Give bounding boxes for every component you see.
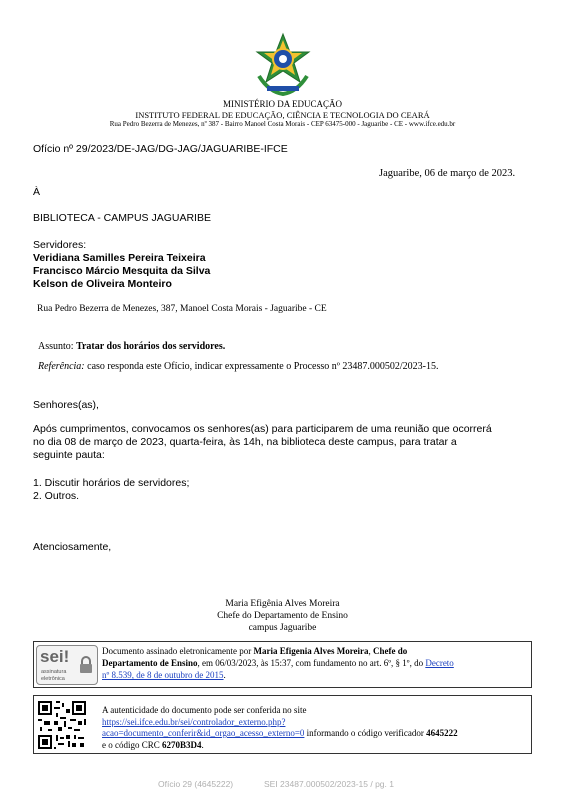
agenda-item: 2. Outros. bbox=[33, 490, 80, 502]
subject-text: Tratar dos horários dos servidores. bbox=[76, 341, 226, 352]
verification-box bbox=[33, 695, 532, 754]
verification-link[interactable]: acao=documento_conferir&id_orgao_acesso_externo=0 bbox=[102, 728, 305, 738]
footer-document-id: Ofício 29 (4645222) bbox=[158, 779, 234, 789]
sei-signature-logo bbox=[36, 645, 98, 685]
lock-icon bbox=[79, 656, 93, 674]
signature-text-part: , bbox=[368, 646, 374, 656]
signer-name-bold: Maria Efigenia Alves Moreira bbox=[253, 646, 369, 656]
signer-role-bold: Chefe do bbox=[373, 646, 408, 656]
place-date: Jaguaribe, 06 de março de 2023. bbox=[379, 168, 516, 179]
signer-role: Chefe do Departamento de Ensino bbox=[217, 611, 348, 621]
servers-label: Servidores: bbox=[33, 239, 87, 251]
verification-text-part: e o código CRC bbox=[102, 739, 162, 750]
verification-text-part: . bbox=[201, 739, 204, 750]
signature-text-part: . bbox=[223, 670, 226, 680]
crc-code: 6270B3D4 bbox=[162, 739, 202, 750]
verifier-code: 4645222 bbox=[426, 728, 458, 738]
verification-text-part: informando o código verificador bbox=[304, 728, 427, 738]
verification-text-part: A autenticidade do documento pode ser conferida no site bbox=[102, 705, 307, 715]
brazil-coat-of-arms-icon bbox=[249, 32, 317, 98]
verification-link[interactable]: https://sei.ifce.edu.br/sei/controlador_externo.php? bbox=[102, 716, 286, 727]
signer-role-bold: Departamento de Ensino bbox=[102, 658, 198, 668]
signature-text-part: Documento assinado eletronicamente por bbox=[102, 646, 254, 656]
subject-label: Assunto: bbox=[38, 341, 74, 352]
qr-code-icon bbox=[36, 699, 88, 751]
institute-address: Rua Pedro Bezerra de Menezes, nº 387 - Bairro Manoel Costa Morais - CEP 63475-000 - Jaguaribe - CE - www.ifce.edu.br bbox=[109, 120, 456, 128]
reference-text: caso responda este Ofício, indicar expressamente o Processo nº 23487.000502/2023-15. bbox=[87, 361, 439, 372]
addressee-prefix: À bbox=[33, 186, 41, 198]
signer-campus: campus Jaguaribe bbox=[248, 623, 317, 633]
recipient-address: Rua Pedro Bezerra de Menezes, 387, Manoel Costa Morais - Jaguaribe - CE bbox=[37, 304, 327, 314]
recipient-name: BIBLIOTECA - CAMPUS JAGUARIBE bbox=[33, 212, 211, 224]
sei-logo-sub: eletrônica bbox=[41, 676, 65, 682]
agenda-item: 1. Discutir horários de servidores; bbox=[33, 477, 190, 489]
signature-text-part: , em 06/03/2023, às 15:37, com fundamento no art. 6º, § 1º, do bbox=[197, 658, 426, 668]
electronic-signature-box bbox=[33, 641, 532, 688]
closing: Atenciosamente, bbox=[33, 541, 112, 553]
sei-logo-sub: assinatura bbox=[41, 669, 67, 675]
server-name: Veridiana Samilles Pereira Teixeira bbox=[33, 252, 206, 264]
reference-label: Referência: bbox=[38, 361, 85, 372]
signature-text bbox=[102, 645, 527, 681]
salutation: Senhores(as), bbox=[33, 399, 99, 411]
body-line: no dia 08 de março de 2023, quarta-feira, às 14h, na biblioteca deste campus, para tratar a bbox=[33, 436, 457, 448]
subject-line bbox=[38, 341, 225, 352]
server-name: Francisco Márcio Mesquita da Silva bbox=[33, 265, 211, 277]
signer-name: Maria Efigênia Alves Moreira bbox=[225, 599, 340, 609]
letter-number: Ofício nº 29/2023/DE-JAG/DG-JAG/JAGUARIBE-IFCE bbox=[33, 143, 288, 155]
institute-title: INSTITUTO FEDERAL DE EDUCAÇÃO, CIÊNCIA E TECNOLOGIA DO CEARÁ bbox=[135, 110, 430, 120]
verification-text bbox=[102, 705, 527, 751]
footer-page-info: SEI 23487.000502/2023-15 / pg. 1 bbox=[264, 779, 394, 789]
reference-line bbox=[38, 361, 439, 372]
server-name: Kelson de Oliveira Monteiro bbox=[33, 278, 172, 290]
sei-logo-text: sei! bbox=[40, 647, 70, 666]
body-line: seguinte pauta: bbox=[33, 449, 105, 461]
decree-link[interactable]: Decreto bbox=[425, 658, 454, 668]
decree-link[interactable]: nº 8.539, de 8 de outubro de 2015 bbox=[102, 670, 224, 680]
ministry-title: MINISTÉRIO DA EDUCAÇÃO bbox=[223, 99, 342, 109]
body-line: Após cumprimentos, convocamos os senhores(as) para participarem de uma reunião que ocorrerá bbox=[33, 423, 492, 435]
